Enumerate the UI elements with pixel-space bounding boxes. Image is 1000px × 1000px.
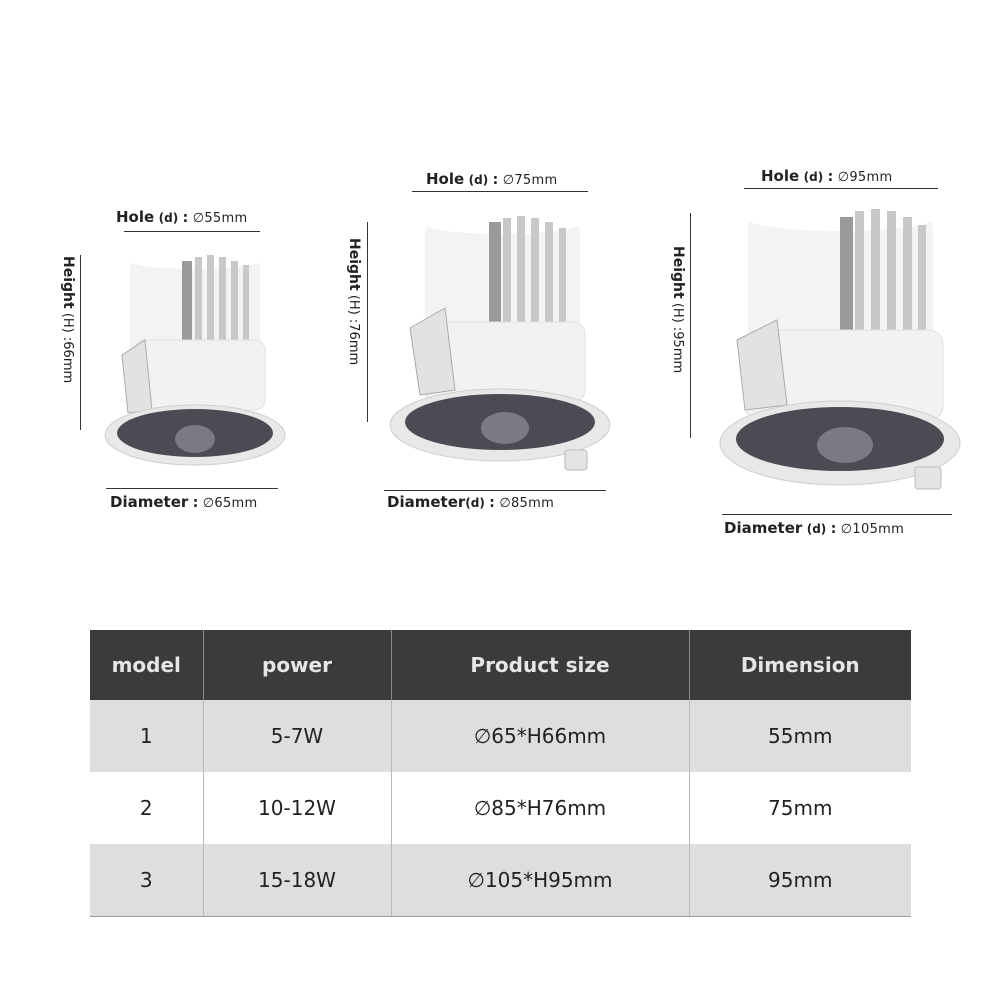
cell-power: 5-7W: [203, 700, 391, 772]
cell-model: 1: [90, 700, 203, 772]
hole-line-1: [124, 231, 260, 232]
cell-dimension: 75mm: [689, 772, 911, 844]
cell-power: 15-18W: [203, 844, 391, 917]
height-line-1: [80, 255, 81, 430]
cell-model: 2: [90, 772, 203, 844]
cell-dimension: 95mm: [689, 844, 911, 917]
lamp-image-medium: [385, 210, 615, 475]
height-line-3: [690, 213, 691, 438]
diameter-line-1: [106, 488, 278, 489]
table-header-row: [90, 630, 911, 700]
height-label-1: Height (H) :66mm: [60, 256, 76, 384]
height-label-3: Height (H) :95mm: [670, 246, 686, 374]
cell-dimension: 55mm: [689, 700, 911, 772]
table-row: [90, 844, 911, 917]
hole-line-2: [412, 191, 588, 192]
header-model: model: [90, 630, 203, 700]
cell-model: 3: [90, 844, 203, 917]
hole-label-3: Hole (d) : ∅95mm: [761, 167, 893, 185]
hole-label-1: Hole (d) : ∅55mm: [116, 208, 248, 226]
lamp-image-small: [100, 245, 290, 475]
spec-table: [90, 630, 911, 917]
header-dimension: Dimension: [689, 630, 911, 700]
cell-product-size: ∅65*H66mm: [391, 700, 689, 772]
header-product-size: Product size: [391, 630, 689, 700]
header-power: power: [203, 630, 391, 700]
diameter-line-3: [722, 514, 952, 515]
cell-product-size: ∅105*H95mm: [391, 844, 689, 917]
height-label-2: Height (H) :76mm: [346, 238, 362, 366]
cell-power: 10-12W: [203, 772, 391, 844]
diameter-label-1: Diameter : ∅65mm: [110, 493, 258, 511]
table-row: [90, 700, 911, 772]
hole-line-3: [744, 188, 938, 189]
lamp-image-large: [715, 205, 965, 495]
diameter-line-2: [384, 490, 606, 491]
diameter-label-2: Diameter(d) : ∅85mm: [387, 493, 555, 511]
diameter-label-3: Diameter (d) : ∅105mm: [724, 519, 905, 537]
height-line-2: [367, 222, 368, 422]
table-row: [90, 772, 911, 844]
hole-label-2: Hole (d) : ∅75mm: [426, 170, 558, 188]
cell-product-size: ∅85*H76mm: [391, 772, 689, 844]
